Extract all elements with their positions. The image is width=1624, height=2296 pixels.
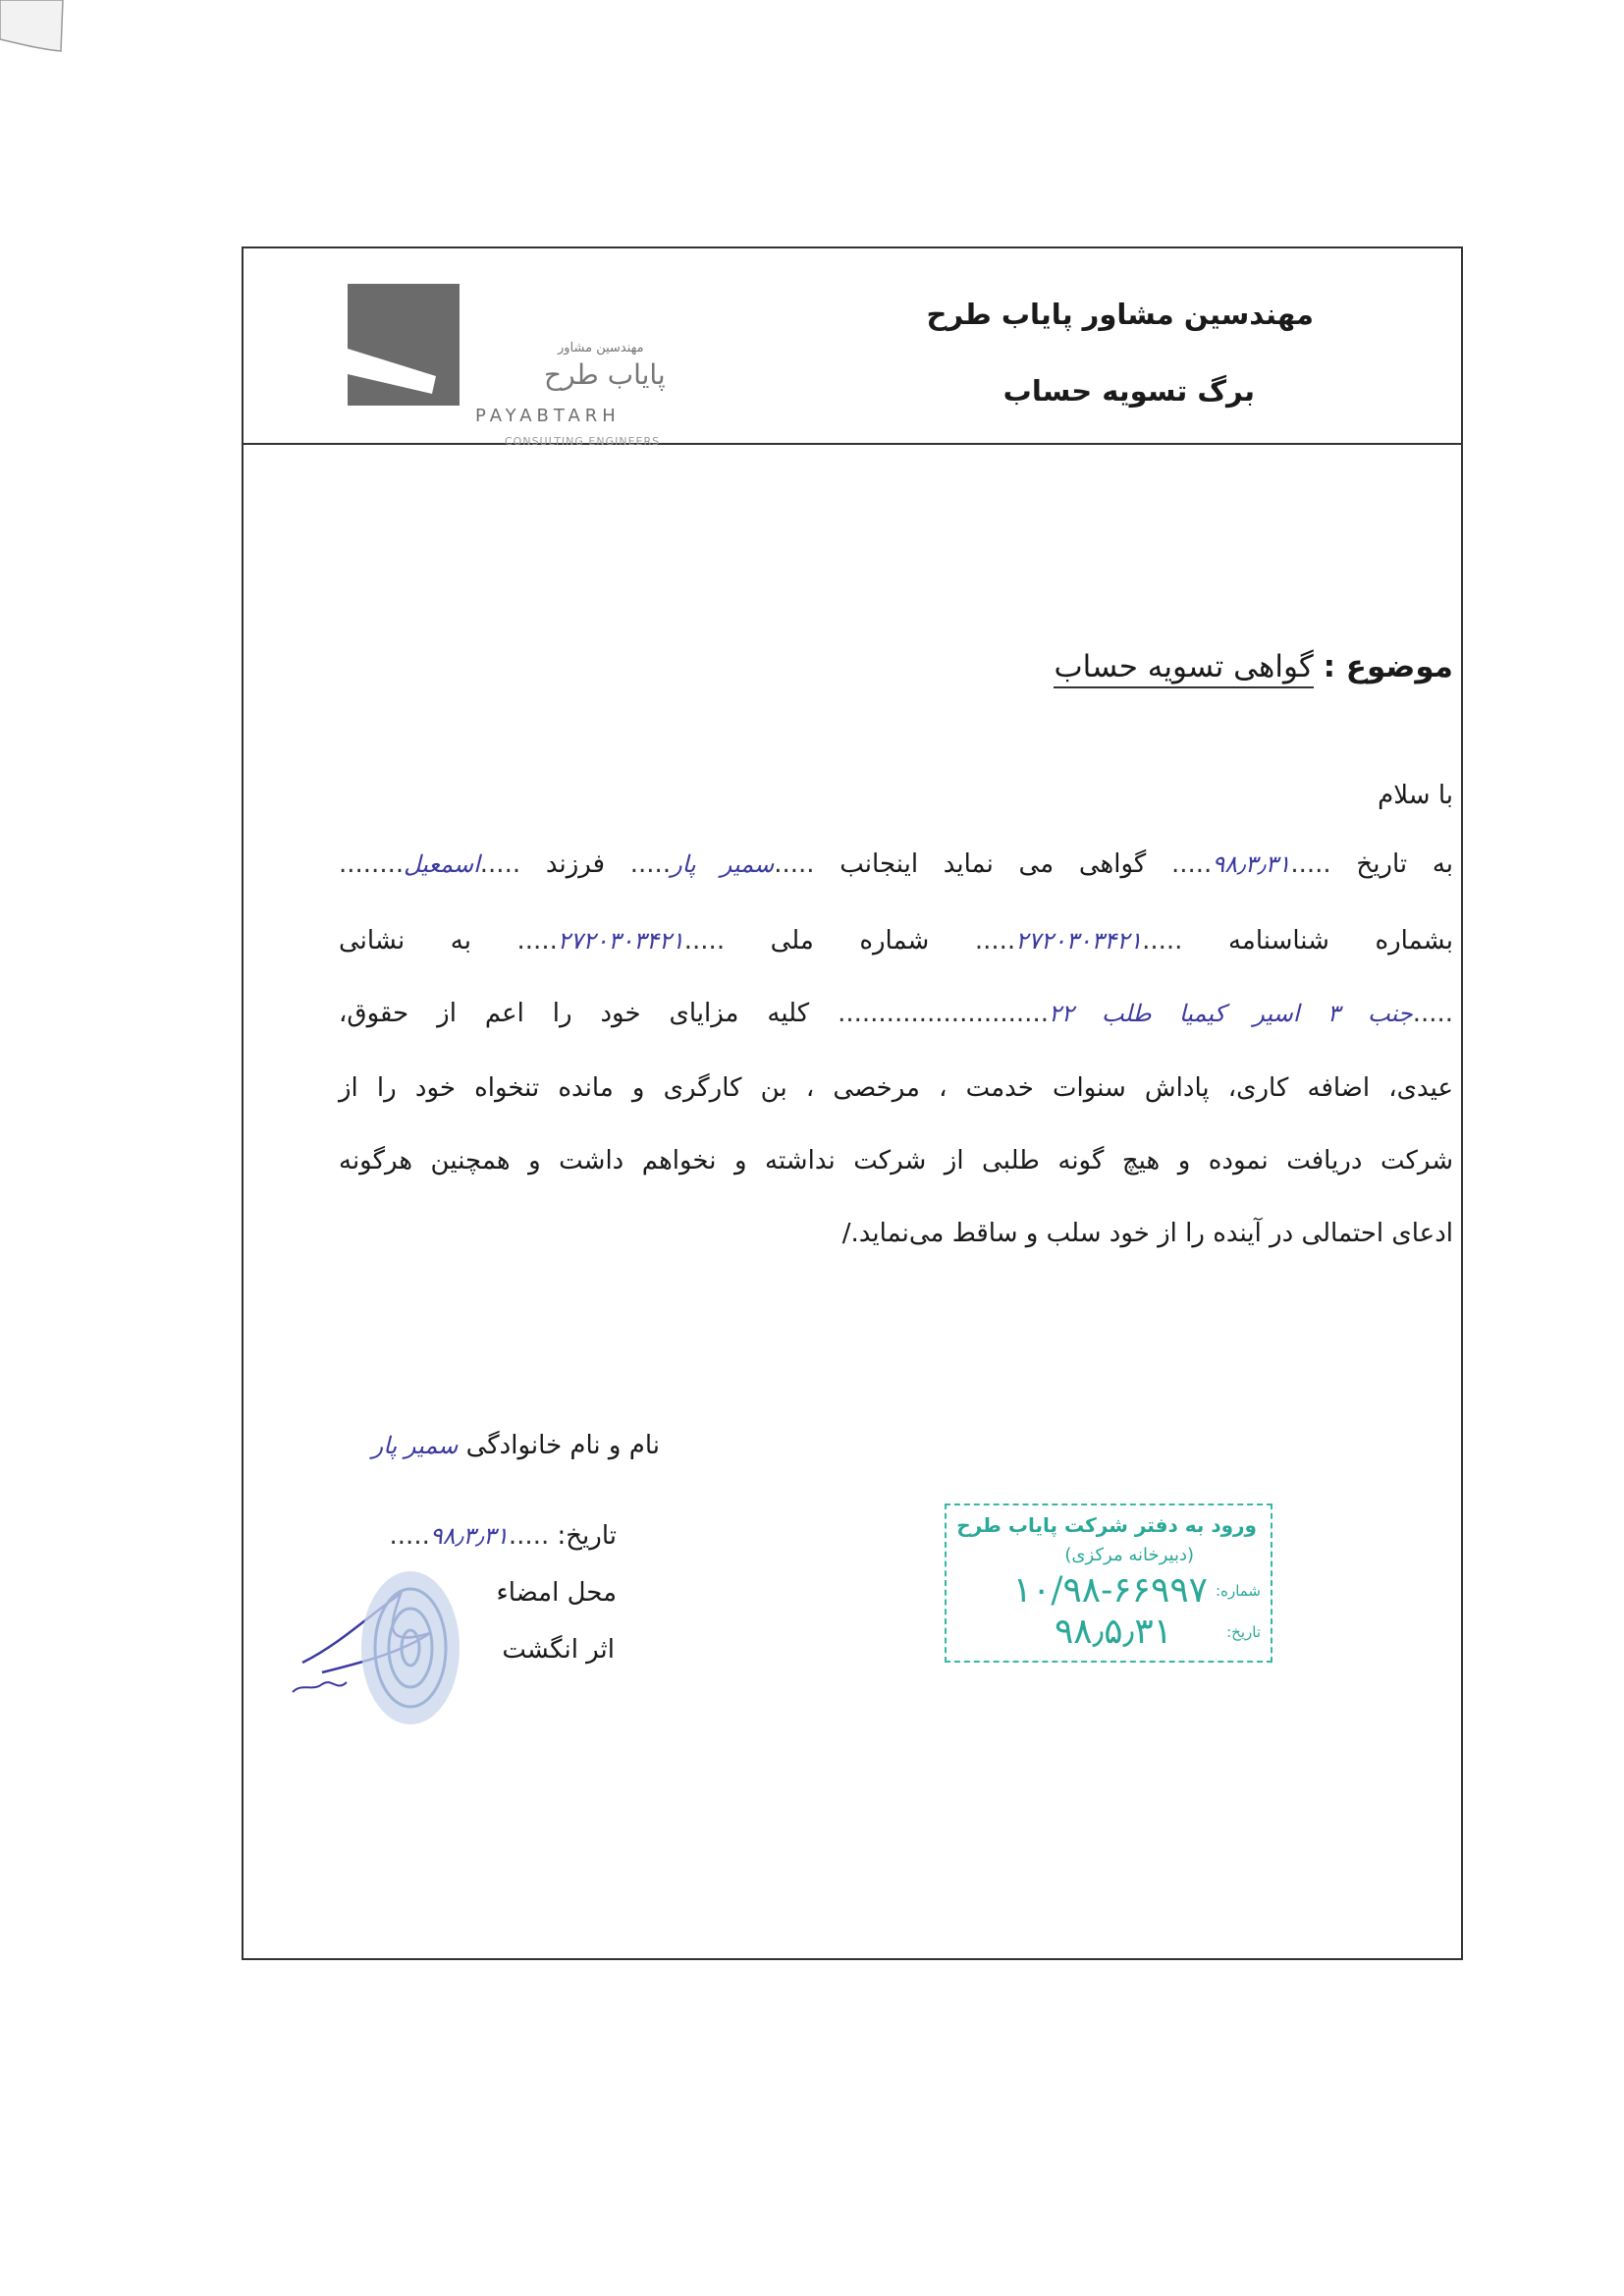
national-id: ۲۷۲۰۳۰۳۴۲۱: [557, 927, 684, 955]
body-line-1: به تاریخ .....۹۸٫۳٫۳۱..... گواهی می نماید اینجانب .....سمیر پار..... فرزند .....اسمعیل........: [339, 849, 1454, 879]
page-corner-fold: [0, 0, 88, 59]
fingerprint-mark: [352, 1564, 469, 1731]
signature-date-line: تاریخ: .....۹۸٫۳٫۳۱.....: [389, 1521, 617, 1551]
stamp-date-value: ۹۸٫۵٫۳۱: [1054, 1612, 1172, 1652]
line2-text-a: بشماره شناسنامه: [1227, 926, 1454, 956]
registration-stamp: [945, 1503, 1272, 1663]
logo-text-en: PAYABTARH: [475, 406, 621, 426]
line1-text-a: به تاریخ: [1356, 849, 1454, 879]
body-line-5: شرکت دریافت نموده و هیچ گونه طلبی از شرکت نداشته و نخواهم داشت و همچنین هرگونه: [339, 1146, 1453, 1175]
body-line-4: عیدی، اضافه کاری، پاداش سنوات خدمت ، مرخصی ، بن کارگری و مانده تنخواه خود را از: [339, 1073, 1453, 1103]
signature-name-line: [372, 1431, 660, 1460]
subject-value: گواهی تسویه حساب: [1054, 649, 1313, 688]
address: جنب ۳ اسیر کیمیا طلب ۲۲: [1048, 1000, 1413, 1027]
line3-text: کلیه مزایای خود را اعم از حقوق،: [339, 999, 810, 1028]
logo-stripe-icon: [348, 284, 460, 406]
form-header: [244, 248, 1461, 448]
stamp-title: ورود به دفتر شرکت پایاب طرح: [956, 1513, 1257, 1537]
logo-subtext-en: CONSULTING ENGINEERS: [505, 435, 661, 448]
line1-text-b: گواهی می نماید اینجانب: [839, 849, 1147, 879]
father-name: اسمعیل: [404, 850, 480, 878]
logo-text-fa-small: مهندسین مشاور: [558, 341, 644, 355]
id-number: ۲۷۲۰۳۰۳۴۲۱: [1015, 927, 1143, 955]
line1-text-c: فرزند: [545, 849, 606, 879]
body-line-3: .....جنب ۳ اسیر کیمیا طلب ۲۲.......................... کلیه مزایای خود را اعم از حقوق،: [339, 999, 1454, 1028]
line2-text-c: به نشانی: [339, 926, 471, 956]
stamp-date-label: تاریخ:: [1226, 1623, 1261, 1641]
company-name: مهندسین مشاور پایاب طرح: [926, 298, 1314, 331]
form-frame: [242, 246, 1463, 1960]
stamp-subtitle: (دبیرخانه مرکزی): [1064, 1545, 1194, 1565]
signature-date-value: ۹۸٫۳٫۳۱: [429, 1522, 509, 1550]
employee-name: سمیر پار: [671, 850, 775, 878]
line2-text-b: شماره ملی: [770, 926, 930, 956]
salutation: با سلام: [1378, 781, 1453, 810]
sign-place-label: محل امضاء: [496, 1578, 617, 1608]
body-line-2: بشماره شناسنامه .....۲۷۲۰۳۰۳۴۲۱..... شماره ملی .....۲۷۲۰۳۰۳۴۲۱..... به نشانی: [339, 926, 1454, 956]
stamp-number-value: ۱۰/۹۸-۶۶۹۹۷: [1012, 1570, 1208, 1611]
form-title: برگ تسویه حساب: [1002, 374, 1255, 408]
body-line-6: ادعای احتمالی در آینده را از خود سلب و ساقط می‌نماید./: [841, 1219, 1453, 1248]
company-logo: [348, 284, 721, 448]
logo-text-fa: پایاب طرح: [544, 358, 666, 391]
subject-label: موضوع :: [1323, 649, 1453, 684]
stamp-number-label: شماره:: [1216, 1582, 1261, 1600]
name-label: نام و نام خانوادگی: [465, 1431, 660, 1460]
fingerprint-label: اثر انگشت: [502, 1635, 615, 1665]
settlement-date: ۹۸٫۳٫۳۱: [1212, 850, 1291, 878]
date-label: تاریخ:: [557, 1521, 617, 1551]
signature-name-value: سمیر پار: [371, 1432, 459, 1459]
logo-mark: [348, 284, 460, 406]
subject-line: [1054, 649, 1453, 684]
